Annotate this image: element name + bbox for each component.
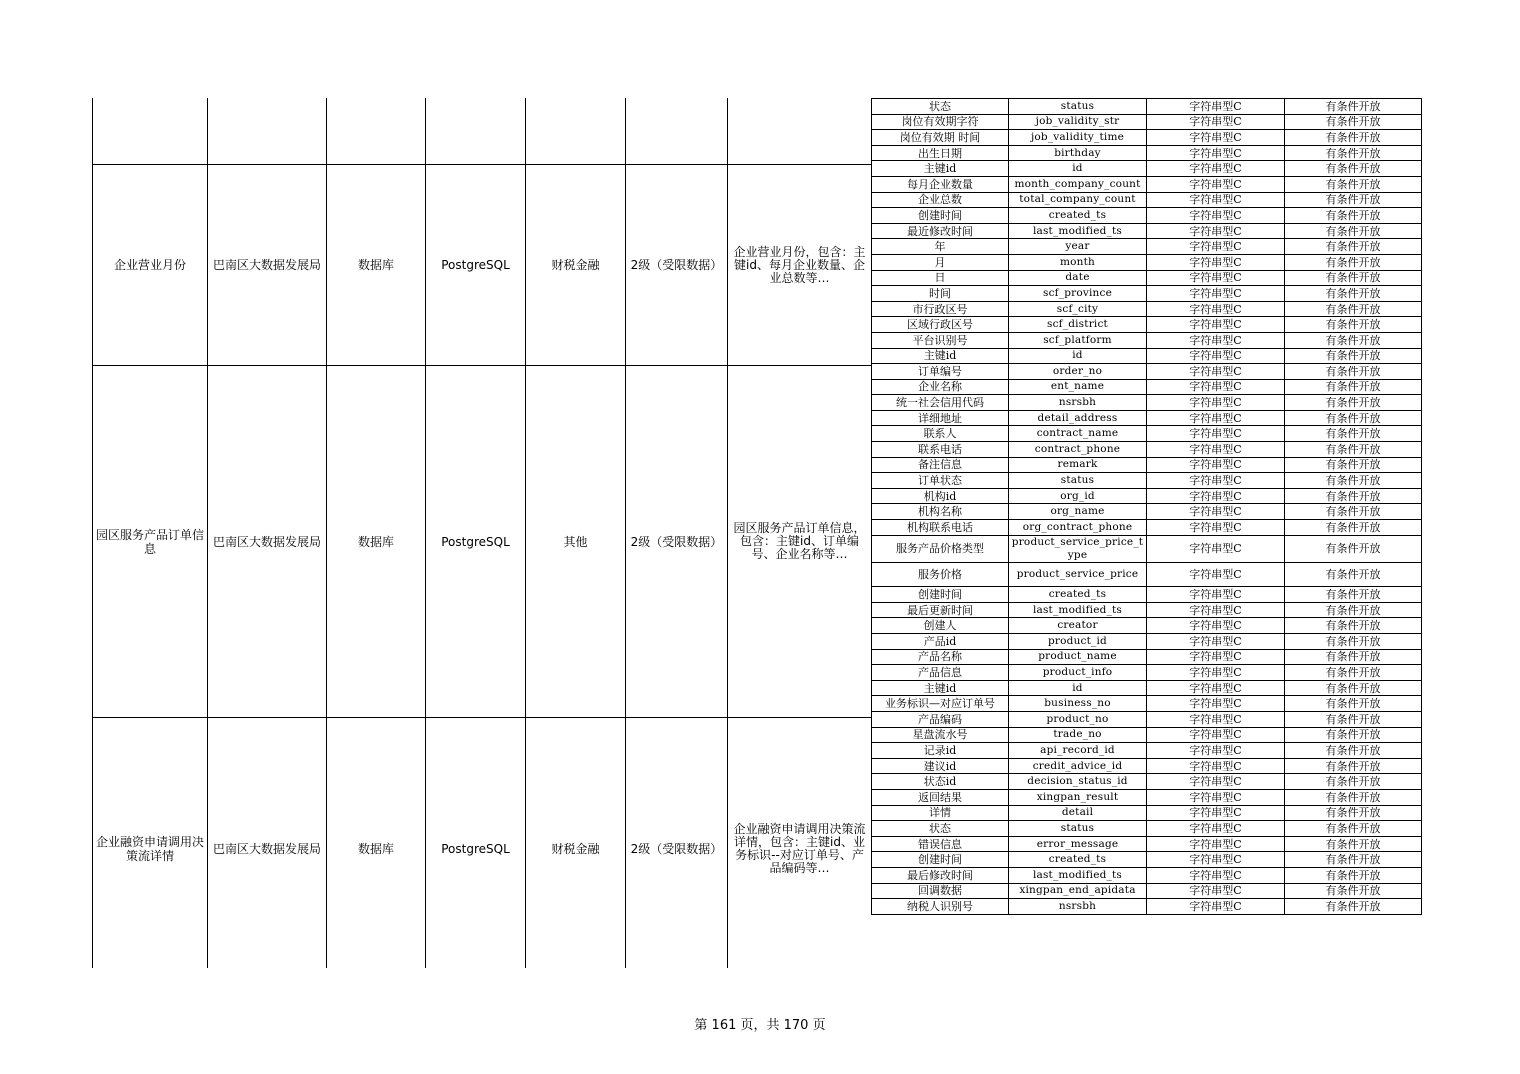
field-english-name: nsrsbh (1009, 395, 1147, 411)
field-chinese-name: 机构id (872, 488, 1009, 504)
field-chinese-name: 平台识别号 (872, 332, 1009, 348)
field-chinese-name: 时间 (872, 286, 1009, 302)
field-data-type: 字符串型C (1147, 254, 1285, 270)
field-chinese-name: 服务产品价格类型 (872, 535, 1009, 562)
field-chinese-name: 记录id (872, 743, 1009, 759)
field-chinese-name: 主键id (872, 680, 1009, 696)
field-english-name: job_validity_str (1009, 114, 1147, 130)
dataset-source-type: 数据库 (357, 842, 394, 856)
field-row (872, 364, 1422, 380)
field-chinese-name: 回调数据 (872, 883, 1009, 899)
field-open-condition: 有条件开放 (1285, 145, 1422, 161)
field-data-type: 字符串型C (1147, 161, 1285, 177)
dataset-description: 企业融资申请调用决策流详情，包含：主键id、业务标识--对应订单号、产品编码等… (733, 822, 866, 875)
field-open-condition: 有条件开放 (1285, 161, 1422, 177)
field-chinese-name: 最近修改时间 (872, 223, 1009, 239)
field-english-name: last_modified_ts (1009, 223, 1147, 239)
field-chinese-name: 最后更新时间 (872, 602, 1009, 618)
field-row (872, 743, 1422, 759)
field-chinese-name: 联系电话 (872, 442, 1009, 458)
dataset-department: 巴南区大数据发展局 (212, 258, 321, 272)
field-english-name: job_validity_time (1009, 130, 1147, 146)
field-data-type: 字符串型C (1147, 379, 1285, 395)
field-data-type: 字符串型C (1147, 696, 1285, 712)
field-open-condition: 有条件开放 (1285, 223, 1422, 239)
dataset-name: 企业融资申请调用决策流详情 (96, 835, 205, 863)
dataset-department: 巴南区大数据发展局 (212, 534, 321, 549)
page-footer: 第 161 页，共 170 页 (694, 1018, 826, 1033)
field-data-type: 字符串型C (1147, 473, 1285, 489)
field-chinese-name: 统一社会信用代码 (872, 395, 1009, 411)
dataset-description: 园区服务产品订单信息，包含：主键id、订单编号、企业名称等… (733, 521, 866, 561)
field-row (872, 727, 1422, 743)
field-row (872, 774, 1422, 790)
dataset-category: 财税金融 (551, 258, 600, 272)
field-english-name: scf_city (1009, 301, 1147, 317)
field-english-name: creator (1009, 618, 1147, 634)
dataset-department: 巴南区大数据发展局 (212, 842, 321, 856)
dataset-level: 2级（受限数据） (630, 534, 723, 549)
field-chinese-name: 错误信息 (872, 836, 1009, 852)
field-data-type: 字符串型C (1147, 867, 1285, 883)
field-data-type: 字符串型C (1147, 649, 1285, 665)
field-english-name: product_no (1009, 711, 1147, 727)
field-english-name: month (1009, 254, 1147, 270)
field-chinese-name: 返回结果 (872, 789, 1009, 805)
field-open-condition: 有条件开放 (1285, 504, 1422, 520)
field-english-name: created_ts (1009, 208, 1147, 224)
field-data-type: 字符串型C (1147, 852, 1285, 868)
field-data-type: 字符串型C (1147, 618, 1285, 634)
field-row (872, 867, 1422, 883)
field-open-condition: 有条件开放 (1285, 789, 1422, 805)
field-row (872, 696, 1422, 712)
field-open-condition: 有条件开放 (1285, 774, 1422, 790)
field-open-condition: 有条件开放 (1285, 587, 1422, 603)
field-row (872, 317, 1422, 333)
field-row (872, 254, 1422, 270)
field-open-condition: 有条件开放 (1285, 286, 1422, 302)
field-open-condition: 有条件开放 (1285, 208, 1422, 224)
field-data-type: 字符串型C (1147, 145, 1285, 161)
field-english-name: scf_province (1009, 286, 1147, 302)
field-chinese-name: 企业总数 (872, 192, 1009, 208)
field-data-type: 字符串型C (1147, 789, 1285, 805)
dataset-name: 园区服务产品订单信息 (96, 527, 205, 556)
field-english-name: xingpan_end_apidata (1009, 883, 1147, 899)
field-open-condition: 有条件开放 (1285, 520, 1422, 536)
field-row (872, 488, 1422, 504)
field-open-condition: 有条件开放 (1285, 348, 1422, 364)
field-data-type: 字符串型C (1147, 821, 1285, 837)
field-row (872, 504, 1422, 520)
field-chinese-name: 主键id (872, 161, 1009, 177)
field-row (872, 145, 1422, 161)
field-row (872, 301, 1422, 317)
field-english-name: created_ts (1009, 587, 1147, 603)
field-chinese-name: 详情 (872, 805, 1009, 821)
field-chinese-name: 星盘流水号 (872, 727, 1009, 743)
field-data-type: 字符串型C (1147, 711, 1285, 727)
field-data-type: 字符串型C (1147, 317, 1285, 333)
field-english-name: created_ts (1009, 852, 1147, 868)
field-row (872, 114, 1422, 130)
field-open-condition: 有条件开放 (1285, 442, 1422, 458)
field-chinese-name: 创建时间 (872, 587, 1009, 603)
field-data-type: 字符串型C (1147, 426, 1285, 442)
field-chinese-name: 创建人 (872, 618, 1009, 634)
field-chinese-name: 出生日期 (872, 145, 1009, 161)
field-chinese-name: 产品编码 (872, 711, 1009, 727)
dataset-source-type: 数据库 (357, 534, 394, 549)
field-data-type: 字符串型C (1147, 99, 1285, 115)
field-chinese-name: 岗位有效期字符 (872, 114, 1009, 130)
field-open-condition: 有条件开放 (1285, 727, 1422, 743)
field-data-type: 字符串型C (1147, 774, 1285, 790)
field-row (872, 161, 1422, 177)
field-data-type: 字符串型C (1147, 488, 1285, 504)
field-english-name: status (1009, 99, 1147, 115)
field-data-type: 字符串型C (1147, 410, 1285, 426)
field-chinese-name: 创建时间 (872, 852, 1009, 868)
field-data-type: 字符串型C (1147, 270, 1285, 286)
field-data-type: 字符串型C (1147, 239, 1285, 255)
field-chinese-name: 年 (872, 239, 1009, 255)
field-data-type: 字符串型C (1147, 602, 1285, 618)
field-data-type: 字符串型C (1147, 301, 1285, 317)
field-open-condition: 有条件开放 (1285, 317, 1422, 333)
field-row (872, 821, 1422, 837)
field-row (872, 899, 1422, 915)
field-data-type: 字符串型C (1147, 758, 1285, 774)
field-row (872, 410, 1422, 426)
field-data-type: 字符串型C (1147, 332, 1285, 348)
field-row (872, 442, 1422, 458)
field-chinese-name: 产品信息 (872, 665, 1009, 681)
field-english-name: xingpan_result (1009, 789, 1147, 805)
dataset-category: 财税金融 (551, 842, 600, 856)
field-chinese-name: 最后修改时间 (872, 867, 1009, 883)
field-english-name: error_message (1009, 836, 1147, 852)
field-open-condition: 有条件开放 (1285, 410, 1422, 426)
field-row (872, 457, 1422, 473)
field-english-name: birthday (1009, 145, 1147, 161)
field-open-condition: 有条件开放 (1285, 867, 1422, 883)
field-english-name: order_no (1009, 364, 1147, 380)
dataset-level: 2级（受限数据） (630, 258, 723, 272)
field-chinese-name: 状态 (872, 99, 1009, 115)
field-chinese-name: 服务价格 (872, 562, 1009, 587)
field-open-condition: 有条件开放 (1285, 99, 1422, 115)
field-row (872, 535, 1422, 562)
field-open-condition: 有条件开放 (1285, 254, 1422, 270)
field-english-name: api_record_id (1009, 743, 1147, 759)
field-english-name: nsrsbh (1009, 899, 1147, 915)
field-data-type: 字符串型C (1147, 883, 1285, 899)
field-chinese-name: 详细地址 (872, 410, 1009, 426)
field-english-name: total_company_count (1009, 192, 1147, 208)
field-row (872, 239, 1422, 255)
field-row (872, 883, 1422, 899)
field-data-type: 字符串型C (1147, 176, 1285, 192)
field-row (872, 649, 1422, 665)
field-open-condition: 有条件开放 (1285, 618, 1422, 634)
field-data-type: 字符串型C (1147, 504, 1285, 520)
field-english-name: org_contract_phone (1009, 520, 1147, 536)
field-chinese-name: 产品id (872, 634, 1009, 650)
field-open-condition: 有条件开放 (1285, 680, 1422, 696)
field-data-type: 字符串型C (1147, 208, 1285, 224)
field-data-type: 字符串型C (1147, 130, 1285, 146)
field-english-name: status (1009, 473, 1147, 489)
field-row (872, 562, 1422, 587)
field-row (872, 520, 1422, 536)
field-open-condition: 有条件开放 (1285, 192, 1422, 208)
field-row (872, 602, 1422, 618)
field-english-name: contract_name (1009, 426, 1147, 442)
field-english-name: id (1009, 161, 1147, 177)
field-english-name: detail (1009, 805, 1147, 821)
field-open-condition: 有条件开放 (1285, 758, 1422, 774)
field-open-condition: 有条件开放 (1285, 114, 1422, 130)
field-row (872, 665, 1422, 681)
field-open-condition: 有条件开放 (1285, 457, 1422, 473)
field-row (872, 379, 1422, 395)
field-chinese-name: 岗位有效期 时间 (872, 130, 1009, 146)
field-data-type: 字符串型C (1147, 364, 1285, 380)
field-english-name: scf_district (1009, 317, 1147, 333)
field-row (872, 176, 1422, 192)
dataset-level: 2级（受限数据） (630, 842, 723, 856)
field-english-name: product_service_price (1009, 562, 1147, 587)
field-english-name: detail_address (1009, 410, 1147, 426)
field-open-condition: 有条件开放 (1285, 665, 1422, 681)
field-data-type: 字符串型C (1147, 805, 1285, 821)
field-row (872, 208, 1422, 224)
field-english-name: last_modified_ts (1009, 867, 1147, 883)
field-row (872, 758, 1422, 774)
field-english-name: scf_platform (1009, 332, 1147, 348)
field-data-type: 字符串型C (1147, 520, 1285, 536)
field-open-condition: 有条件开放 (1285, 805, 1422, 821)
field-english-name: product_name (1009, 649, 1147, 665)
field-chinese-name: 日 (872, 270, 1009, 286)
field-row (872, 332, 1422, 348)
field-english-name: org_id (1009, 488, 1147, 504)
dataset-name: 企业营业月份 (113, 258, 186, 272)
dataset-database: PostgreSQL (441, 534, 510, 549)
field-row (872, 99, 1422, 115)
field-chinese-name: 产品名称 (872, 649, 1009, 665)
field-open-condition: 有条件开放 (1285, 332, 1422, 348)
field-table-body (872, 99, 1422, 915)
field-row (872, 192, 1422, 208)
field-chinese-name: 状态 (872, 821, 1009, 837)
field-english-name: product_id (1009, 634, 1147, 650)
field-open-condition: 有条件开放 (1285, 836, 1422, 852)
field-open-condition: 有条件开放 (1285, 602, 1422, 618)
field-row (872, 805, 1422, 821)
field-row (872, 618, 1422, 634)
field-chinese-name: 纳税人识别号 (872, 899, 1009, 915)
field-open-condition: 有条件开放 (1285, 426, 1422, 442)
field-open-condition: 有条件开放 (1285, 473, 1422, 489)
dataset-database: PostgreSQL (441, 842, 510, 856)
dataset-category: 其他 (563, 534, 588, 549)
field-chinese-name: 企业名称 (872, 379, 1009, 395)
dataset-source-type: 数据库 (357, 258, 394, 272)
field-english-name: business_no (1009, 696, 1147, 712)
field-data-type: 字符串型C (1147, 442, 1285, 458)
field-data-type: 字符串型C (1147, 587, 1285, 603)
field-chinese-name: 主键id (872, 348, 1009, 364)
field-row (872, 587, 1422, 603)
field-open-condition: 有条件开放 (1285, 821, 1422, 837)
field-open-condition: 有条件开放 (1285, 562, 1422, 587)
field-open-condition: 有条件开放 (1285, 130, 1422, 146)
field-english-name: year (1009, 239, 1147, 255)
field-english-name: product_info (1009, 665, 1147, 681)
field-open-condition: 有条件开放 (1285, 852, 1422, 868)
field-row (872, 852, 1422, 868)
field-open-condition: 有条件开放 (1285, 488, 1422, 504)
field-data-type: 字符串型C (1147, 836, 1285, 852)
field-chinese-name: 订单状态 (872, 473, 1009, 489)
field-row (872, 395, 1422, 411)
field-open-condition: 有条件开放 (1285, 743, 1422, 759)
field-open-condition: 有条件开放 (1285, 899, 1422, 915)
field-chinese-name: 创建时间 (872, 208, 1009, 224)
field-row (872, 711, 1422, 727)
field-chinese-name: 月 (872, 254, 1009, 270)
field-open-condition: 有条件开放 (1285, 634, 1422, 650)
field-data-type: 字符串型C (1147, 899, 1285, 915)
field-data-type: 字符串型C (1147, 223, 1285, 239)
field-chinese-name: 状态id (872, 774, 1009, 790)
field-data-type: 字符串型C (1147, 665, 1285, 681)
field-chinese-name: 每月企业数量 (872, 176, 1009, 192)
field-english-name: last_modified_ts (1009, 602, 1147, 618)
field-row (872, 789, 1422, 805)
field-english-name: month_company_count (1009, 176, 1147, 192)
field-english-name: id (1009, 348, 1147, 364)
field-row (872, 680, 1422, 696)
field-open-condition: 有条件开放 (1285, 649, 1422, 665)
field-row (872, 130, 1422, 146)
field-row (872, 426, 1422, 442)
field-chinese-name: 联系人 (872, 426, 1009, 442)
field-open-condition: 有条件开放 (1285, 364, 1422, 380)
dataset-database: PostgreSQL (441, 258, 510, 272)
field-english-name: remark (1009, 457, 1147, 473)
field-open-condition: 有条件开放 (1285, 301, 1422, 317)
field-english-name: status (1009, 821, 1147, 837)
field-row (872, 348, 1422, 364)
field-data-type: 字符串型C (1147, 114, 1285, 130)
field-open-condition: 有条件开放 (1285, 176, 1422, 192)
field-english-name: trade_no (1009, 727, 1147, 743)
field-row (872, 270, 1422, 286)
field-open-condition: 有条件开放 (1285, 270, 1422, 286)
field-row (872, 286, 1422, 302)
field-english-name: credit_advice_id (1009, 758, 1147, 774)
field-open-condition: 有条件开放 (1285, 239, 1422, 255)
field-data-type: 字符串型C (1147, 743, 1285, 759)
field-chinese-name: 建议id (872, 758, 1009, 774)
field-chinese-name: 区域行政区号 (872, 317, 1009, 333)
field-data-type: 字符串型C (1147, 395, 1285, 411)
field-open-condition: 有条件开放 (1285, 395, 1422, 411)
field-english-name: date (1009, 270, 1147, 286)
field-row (872, 634, 1422, 650)
field-data-type: 字符串型C (1147, 680, 1285, 696)
dataset-description: 企业营业月份，包含：主键id、每月企业数量、企业总数等… (733, 244, 866, 285)
field-table (871, 98, 1422, 915)
field-data-type: 字符串型C (1147, 348, 1285, 364)
field-row (872, 836, 1422, 852)
field-data-type: 字符串型C (1147, 562, 1285, 587)
field-english-name: org_name (1009, 504, 1147, 520)
field-data-type: 字符串型C (1147, 634, 1285, 650)
field-chinese-name: 机构联系电话 (872, 520, 1009, 536)
field-english-name: product_service_price_type (1009, 535, 1147, 562)
field-open-condition: 有条件开放 (1285, 535, 1422, 562)
field-open-condition: 有条件开放 (1285, 696, 1422, 712)
field-chinese-name: 订单编号 (872, 364, 1009, 380)
field-data-type: 字符串型C (1147, 286, 1285, 302)
field-data-type: 字符串型C (1147, 457, 1285, 473)
field-row (872, 223, 1422, 239)
field-english-name: contract_phone (1009, 442, 1147, 458)
field-chinese-name: 机构名称 (872, 504, 1009, 520)
field-data-type: 字符串型C (1147, 535, 1285, 562)
field-english-name: ent_name (1009, 379, 1147, 395)
field-chinese-name: 业务标识—对应订单号 (872, 696, 1009, 712)
field-open-condition: 有条件开放 (1285, 711, 1422, 727)
field-open-condition: 有条件开放 (1285, 379, 1422, 395)
field-data-type: 字符串型C (1147, 192, 1285, 208)
field-chinese-name: 备注信息 (872, 457, 1009, 473)
field-chinese-name: 市行政区号 (872, 301, 1009, 317)
field-data-type: 字符串型C (1147, 727, 1285, 743)
field-open-condition: 有条件开放 (1285, 883, 1422, 899)
field-english-name: id (1009, 680, 1147, 696)
field-row (872, 473, 1422, 489)
field-english-name: decision_status_id (1009, 774, 1147, 790)
